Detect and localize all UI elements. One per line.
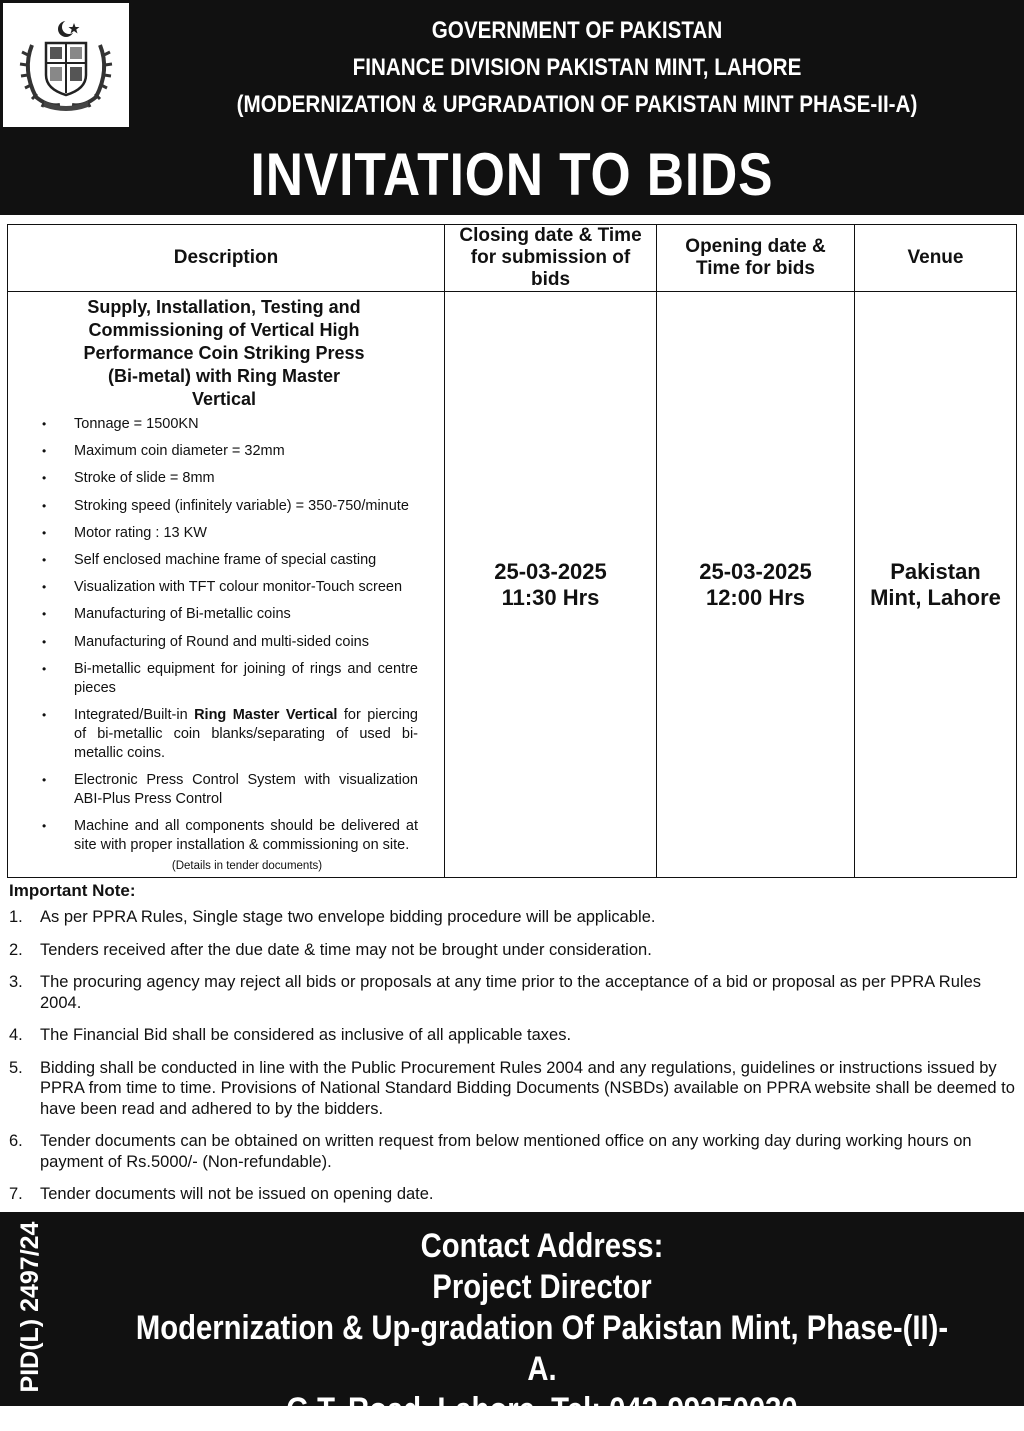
spec-item: • Bi-metallic equipment for joining of rings and centre pieces: [36, 660, 418, 698]
description-cell: [8, 292, 445, 878]
header-line-government: GOVERNMENT OF PAKISTAN: [431, 17, 723, 44]
spec-item: • Tonnage = 1500KN: [36, 415, 418, 434]
header-description: Description: [8, 225, 445, 292]
note-number: 2.: [9, 940, 23, 959]
venue-text: Pakistan Mint, Lahore: [870, 558, 1001, 610]
list-item: [9, 972, 1017, 1013]
header-venue: Venue: [855, 225, 1017, 292]
closing-time: 11:30 Hrs: [501, 584, 600, 610]
closing-cell: [445, 292, 657, 878]
spec-item: • Maximum coin diameter = 32mm: [36, 442, 418, 461]
closing-date: 25-03-2025: [494, 558, 607, 584]
notes-title: Important Note:: [9, 881, 136, 900]
details-footnote: (Details in tender documents): [171, 860, 323, 873]
header-line-project: (MODERNIZATION & UPGRADATION OF PAKISTAN MINT PHASE-II-A): [236, 91, 918, 118]
list-item: [9, 1184, 1017, 1205]
list-item: [9, 1058, 1017, 1120]
spec-list: [36, 415, 418, 855]
note-number: 4.: [9, 1026, 23, 1044]
important-notes: [9, 880, 1017, 1217]
note-text: Tender documents will not be issued on opening date.: [40, 1185, 434, 1203]
note-text: The Financial Bid shall be considered as inclusive of all applicable taxes.: [40, 1026, 572, 1044]
opening-time: 12:00 Hrs: [705, 584, 806, 610]
opening-cell: [657, 292, 855, 878]
list-item: [9, 907, 1017, 928]
note-number: 7.: [9, 1185, 23, 1203]
table-header-row: [8, 225, 1017, 292]
spec-emphasis: Ring Master Vertical: [194, 706, 338, 723]
state-emblem-icon: [14, 15, 118, 115]
header-line-finance-division: FINANCE DIVISION PAKISTAN MINT, LAHORE: [352, 54, 802, 81]
spec-item: • Stroke of slide = 8mm: [36, 469, 418, 488]
list-item: [9, 1131, 1017, 1172]
spec-item: • Machine and all components should be delivered at site with proper installation & commissioning on site.: [36, 817, 418, 855]
note-number: 5.: [9, 1058, 23, 1077]
header-text-block: [140, 12, 1014, 123]
spec-item: • Manufacturing of Round and multi-sided coins: [36, 633, 418, 652]
note-text: Tenders received after the due date & time may not be brought under consideration.: [40, 940, 652, 959]
contact-block: [60, 1226, 1024, 1431]
footer-banner: [0, 1212, 1024, 1429]
header-opening: Opening date & Time for bids: [657, 225, 855, 292]
spec-item: • Electronic Press Control System with visualization ABI-Plus Press Control: [36, 771, 418, 809]
note-number: 3.: [9, 973, 23, 991]
spec-item: • Motor rating : 13 KW: [36, 524, 418, 543]
note-text: The procuring agency may reject all bids or proposals at any time prior to the acceptance of a bid or proposal as per PPRA Rules 2004.: [40, 973, 981, 1012]
list-item: [9, 940, 1017, 961]
opening-date: 25-03-2025: [699, 558, 812, 584]
note-text: Bidding shall be conducted in line with the Public Procurement Rules 2004 and any regulations, guidelines or instructions issued by PPRA from time to time. Provisions of National Standard Bidding Documents (NSBDs) available on PPRA website shall be deemed to have been read and adhered to by the bidders.: [40, 1058, 1015, 1118]
contact-heading: Contact Address:: [420, 1227, 664, 1265]
spec-item: • Integrated/Built-in Ring Master Vertical for piercing of bi-metallic coin blanks/separating of used bi-metallic coins.: [36, 706, 418, 763]
table-row: [8, 292, 1017, 878]
note-number: 1.: [9, 908, 23, 926]
page-title: INVITATION TO BIDS: [250, 141, 774, 208]
notes-list: [9, 907, 1017, 1205]
note-text: As per PPRA Rules, Single stage two envelope bidding procedure will be applicable.: [40, 908, 656, 926]
header-banner: [0, 0, 1024, 215]
bids-table: [7, 224, 1017, 878]
emblem-frame: [3, 3, 129, 127]
contact-person: Project Director: [432, 1268, 652, 1306]
spec-item: • Self enclosed machine frame of special casting: [36, 551, 418, 570]
pid-label: PID(L) 2497/24: [16, 1221, 44, 1393]
contact-address: G.T. Road, Lahore, Tel: 042-99250030: [286, 1391, 798, 1429]
spec-item: • Visualization with TFT colour monitor-Touch screen: [36, 578, 418, 597]
venue-cell: [855, 292, 1017, 878]
item-title: Supply, Installation, Testing and Commissioning of Vertical High Performance Coin Striking Press (Bi-metal) with Ring Master Vertical: [83, 297, 365, 409]
note-number: 6.: [9, 1132, 23, 1150]
spec-item: • Manufacturing of Bi-metallic coins: [36, 605, 418, 624]
spec-item: • Stroking speed (infinitely variable) = 350-750/minute: [36, 497, 418, 516]
header-closing: Closing date & Time for submission of bids: [445, 225, 657, 292]
contact-organization: Modernization & Up-gradation Of Pakistan Mint, Phase-(II)-A.: [135, 1309, 949, 1388]
list-item: [9, 1025, 1017, 1046]
note-text: Tender documents can be obtained on written request from below mentioned office on any working day during working hours on payment of Rs.5000/- (Non-refundable).: [40, 1132, 972, 1171]
